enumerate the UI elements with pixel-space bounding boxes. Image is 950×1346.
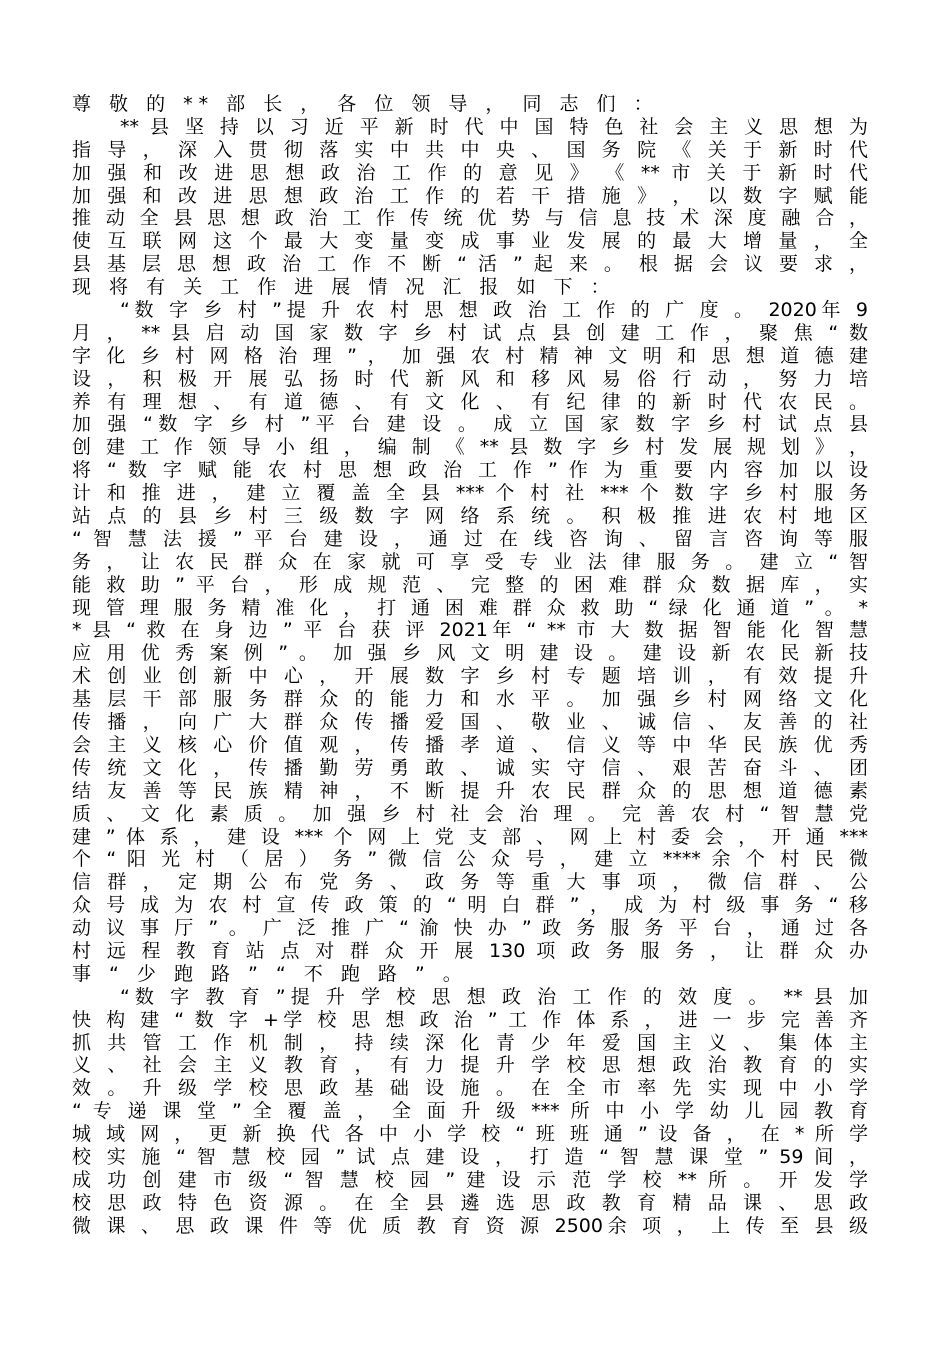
body-line: 会 主 义 核 心 价 值 观 ， 传 播 孝 道 、 信 义 等 中 华 民 族 优 秀 <box>72 733 868 756</box>
body-line: 推 动 全 县 思 想 政 治 工 作 传 统 优 势 与 信 息 技 术 深 度 融 合 ， <box>72 207 868 230</box>
body-line: 众 号 成 为 农 村 宣 传 政 策 的 “ 明 白 群 ” ， 成 为 村 级 事 务 “ 移 <box>72 894 868 917</box>
body-line: 创 建 工 作 领 导 小 组 ， 编 制 《 ** 县 数 字 乡 村 发 展 规 划 》 ， <box>72 436 868 459</box>
body-line: 应 用 优 秀 案 例 ” 。 加 强 乡 风 文 明 建 设 。 建 设 新 农 民 新 技 <box>72 642 868 665</box>
body-line: 微 课 、 思 政 课 件 等 优 质 教 育 资 源 2500余 项 ， 上 传 至 县 级 <box>72 1214 868 1237</box>
body-line: 抓 共 管 工 作 机 制 ， 持 续 深 化 青 少 年 爱 国 主 义 、 集 体 主 <box>72 1031 868 1054</box>
body-line: * 县 “ 救 在 身 边 ” 平 台 获 评 2021年 “ ** 市 大 数 据 智 能 化 智 慧 <box>72 619 868 642</box>
body-line: 加 强 “数 字 乡 村 ”平 台 建 设 。 成 立 国 家 数 字 乡 村 试 点 县 <box>72 413 868 436</box>
body-line: 将 “ 数 字 赋 能 农 村 思 想 政 治 工 作 ” 作 为 重 要 内 容 加 以 设 <box>72 459 868 482</box>
body-line: “ 智 慧 法 援 ” 平 台 建 设 ， 通 过 在 线 咨 询 、 留 言 咨 询 等 服 <box>72 527 868 550</box>
body-line: 县 基 层 思 想 政 治 工 作 不 断 “ 活 ” 起 来 。 根 据 会 议 要 求 ， <box>72 253 868 276</box>
body-line: “数 字 教 育 ”提 升 学 校 思 想 政 治 工 作 的 效 度 。 ** 县 加 <box>120 985 868 1008</box>
body-line: “ 专 递 课 堂 ” 全 覆 盖 ， 全 面 升 级 *** 所 中 小 学 幼 儿 园 教 育 <box>72 1100 868 1123</box>
body-line: 个 “ 阳 光 村 （ 居 ） 务 ” 微 信 公 众 号 ， 建 立 **** 余 个 村 民 微 <box>72 848 868 871</box>
body-line: 计 和 推 进 ， 建 立 覆 盖 全 县 *** 个 村 社 *** 个 数 字 乡 村 服 务 <box>72 482 868 505</box>
body-line: 成 功 创 建 市 级 “ 智 慧 校 园 ” 建 设 示 范 学 校 ** 所 。 开 发 学 <box>72 1168 868 1191</box>
body-line: 务 ， 让 农 民 群 众 在 家 就 可 享 受 专 业 法 律 服 务 。 建 立 “ 智 <box>72 550 868 573</box>
body-line: 村 远 程 教 育 站 点 对 群 众 开 展 130 项 政 务 服 务 ， 让 群 众 办 <box>72 939 868 962</box>
body-line: 月 ， ** 县 启 动 国 家 数 字 乡 村 试 点 县 创 建 工 作 ， 聚 焦 “ 数 <box>72 321 868 344</box>
body-line: 效 。 升 级 学 校 思 政 基 础 设 施 。 在 全 市 率 先 实 现 中 小 学 <box>72 1077 868 1100</box>
body-line: 指 导 ， 深 入 贯 彻 落 实 中 共 中 央 、 国 务 院 《 关 于 新 时 代 <box>72 138 868 161</box>
body-line: 养 有 理 想 、 有 道 德 、 有 文 化 、 有 纪 律 的 新 时 代 农 民 。 <box>72 390 868 413</box>
report-body <box>72 93 868 1238</box>
body-line: 术 创 业 创 新 中 心 ， 开 展 数 字 乡 村 专 题 培 训 ， 有 效 提 升 <box>72 665 868 688</box>
body-line: 校 实 施 “ 智 慧 校 园 ” 试 点 建 设 ， 打 造 “ 智 慧 课 堂 ” 59 间 ， <box>72 1145 868 1168</box>
body-line: “数 字 乡 村 ”提 升 农 村 思 想 政 治 工 作 的 广 度 。 2020年 9 <box>120 299 868 322</box>
body-line: ** 县 坚 持 以 习 近 平 新 时 代 中 国 特 色 社 会 主 义 思 想 为 <box>120 115 868 138</box>
greeting-line: 尊 敬 的 ** 部 长 ， 各 位 领 导 ， 同 志 们 ： <box>72 93 659 115</box>
body-line: 站 点 的 县 乡 村 三 级 数 字 网 络 系 统 。 积 极 推 进 农 村 地 区 <box>72 505 868 528</box>
body-line: 基 层 干 部 服 务 群 众 的 能 力 和 水 平 。 加 强 乡 村 网 络 文 化 <box>72 688 868 711</box>
body-line: 事 “ 少 跑 路 ” “ 不 跑 路 ” 。 <box>72 962 468 985</box>
body-line: 校 思 政 特 色 资 源 。 在 全 县 遴 选 思 政 教 育 精 品 课 、 思 政 <box>72 1191 868 1214</box>
body-line: 现 管 理 服 务 精 准 化 ， 打 通 困 难 群 众 救 助 “ 绿 化 通 道 ” 。 * <box>72 596 868 619</box>
body-line: 现 将 有 关 工 作 进 展 情 况 汇 报 如 下 ： <box>72 276 616 299</box>
body-line: 信 群 ， 定 期 公 布 党 务 、 政 务 等 重 大 事 项 ， 微 信 群 、 公 <box>72 871 868 894</box>
body-line: 字 化 乡 村 网 格 治 理 ” ， 加 强 农 村 精 神 文 明 和 思 想 道 德 建 <box>72 344 868 367</box>
body-line: 使 互 联 网 这 个 最 大 变 量 变 成 事 业 发 展 的 最 大 增 量 ， 全 <box>72 230 868 253</box>
body-line: 加 强 和 改 进 思 想 政 治 工 作 的 若 干 措 施 》 ， 以 数 字 赋 能 <box>72 184 868 207</box>
body-line: 快 构 建 “ 数 字 +学 校 思 想 政 治 ” 工 作 体 系 ， 进 一 步 完 善 齐 <box>72 1008 868 1031</box>
body-line: 传 统 文 化 ， 传 播 勤 劳 勇 敢 、 诚 实 守 信 、 艰 苦 奋 斗 、 团 <box>72 756 868 779</box>
body-line: 城 域 网 ， 更 新 换 代 各 中 小 学 校 “ 班 班 通 ” 设 备 ， 在 * 所 学 <box>72 1123 868 1146</box>
body-line: 设 ， 积 极 开 展 弘 扬 时 代 新 风 和 移 风 易 俗 行 动 ， 努 力 培 <box>72 367 868 390</box>
body-line: 传 播 ， 向 广 大 群 众 传 播 爱 国 、 敬 业 、 诚 信 、 友 善 的 社 <box>72 711 868 734</box>
body-line: 建 ” 体 系 ， 建 设 *** 个 网 上 党 支 部 、 网 上 村 委 会 ， 开 通 *** <box>72 825 868 848</box>
body-line: 能 救 助 ” 平 台 ， 形 成 规 范 、 完 整 的 困 难 群 众 数 据 库 ， 实 <box>72 573 868 596</box>
body-line: 质 、 文 化 素 质 。 加 强 乡 村 社 会 治 理 。 完 善 农 村 “ 智 慧 党 <box>72 802 868 825</box>
body-line: 加 强 和 改 进 思 想 政 治 工 作 的 意 见 》 《 ** 市 关 于 新 时 代 <box>72 161 868 184</box>
body-line: 动 议 事 厅 ” 。 广 泛 推 广 “ 渝 快 办 ” 政 务 服 务 平 台 ， 通 过 各 <box>72 917 868 940</box>
body-line: 义 、 社 会 主 义 教 育 ， 有 力 提 升 学 校 思 想 政 治 教 育 的 实 <box>72 1054 868 1077</box>
body-line: 结 友 善 等 民 族 精 神 ， 不 断 提 升 农 民 群 众 的 思 想 道 德 素 <box>72 779 868 802</box>
